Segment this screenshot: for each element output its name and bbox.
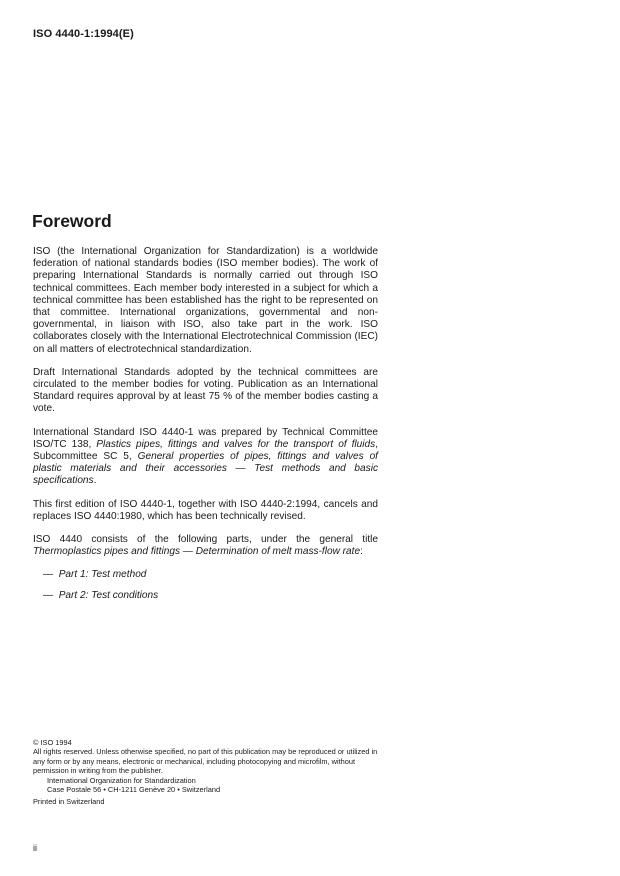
prepared-by-end: . bbox=[93, 475, 97, 487]
copyright-notice: All rights reserved. Unless otherwise specified, no part of this publication may be reproduced or utilized in any form or by any means, electronic or mechanical, including photocopying and microfilm, without permission in writing from the publisher. bbox=[33, 747, 378, 776]
part-1-label: Part 1: Test method bbox=[58, 569, 147, 581]
prepared-by-mid: , Subcommittee SC 5, bbox=[33, 438, 378, 463]
parts-intro-lead: ISO 4440 consists of the following parts, under the general title bbox=[33, 534, 378, 546]
document-code: ISO 4440-1:1994(E) bbox=[33, 28, 134, 40]
paragraph-prepared-by bbox=[33, 427, 378, 488]
paragraph-parts-intro bbox=[33, 534, 378, 558]
page-number: ii bbox=[33, 843, 37, 853]
list-item bbox=[43, 590, 378, 602]
list-dash: — bbox=[43, 569, 54, 581]
part-2-label: Part 2: Test conditions bbox=[58, 589, 159, 601]
paragraph-iso-intro: ISO (the International Organization for Standardization) is a worldwide federation of national standards bodies (ISO member bodies). The work of preparing International Standards is normally carried out through ISO technical committees. Each member body interested in a subject for which a technical committee has been established has the right to be represented on that committee. International organizations, governmental and non-governmental, in liaison with ISO, also take part in the work. ISO collaborates closely with the International Electrotechnical Commission (IEC) on all matters of electrotechnical standardization. bbox=[33, 246, 378, 355]
paragraph-first-edition: This first edition of ISO 4440-1, together with ISO 4440-2:1994, cancels and replaces ISO 4440:1980, which has been technically revised. bbox=[33, 498, 378, 522]
organization-name: International Organization for Standardization bbox=[47, 775, 196, 785]
paragraph-draft-standards: Draft International Standards adopted by the technical committees are circulated to the member bodies for voting. Publication as an International Standard requires approval by at least 75 % of the member bodies casting a vote. bbox=[33, 366, 378, 415]
copyright-block bbox=[33, 738, 383, 807]
copyright-line: © ISO 1994 bbox=[33, 738, 72, 747]
general-title: Thermoplastics pipes and fittings — Determination of melt mass-flow rate bbox=[33, 546, 361, 558]
list-item bbox=[43, 569, 378, 581]
tc-title: Plastics pipes, fittings and valves for the transport of fluids bbox=[96, 438, 376, 450]
organization-address: Case Postale 56 • CH-1211 Genève 20 • Switzerland bbox=[47, 785, 221, 795]
prepared-by-lead: International Standard ISO 4440-1 was prepared by Technical Committee ISO/TC 138, bbox=[33, 426, 378, 450]
parts-intro-end: : bbox=[360, 546, 363, 558]
printed-in: Printed in Switzerland bbox=[33, 797, 105, 807]
sc-title: General properties of pipes, fittings and valves of plastic materials and their accessories — Test methods and basic specifications bbox=[33, 451, 378, 487]
page-title: Foreword bbox=[32, 211, 112, 231]
foreword-body bbox=[33, 246, 378, 610]
list-dash: — bbox=[43, 589, 54, 601]
